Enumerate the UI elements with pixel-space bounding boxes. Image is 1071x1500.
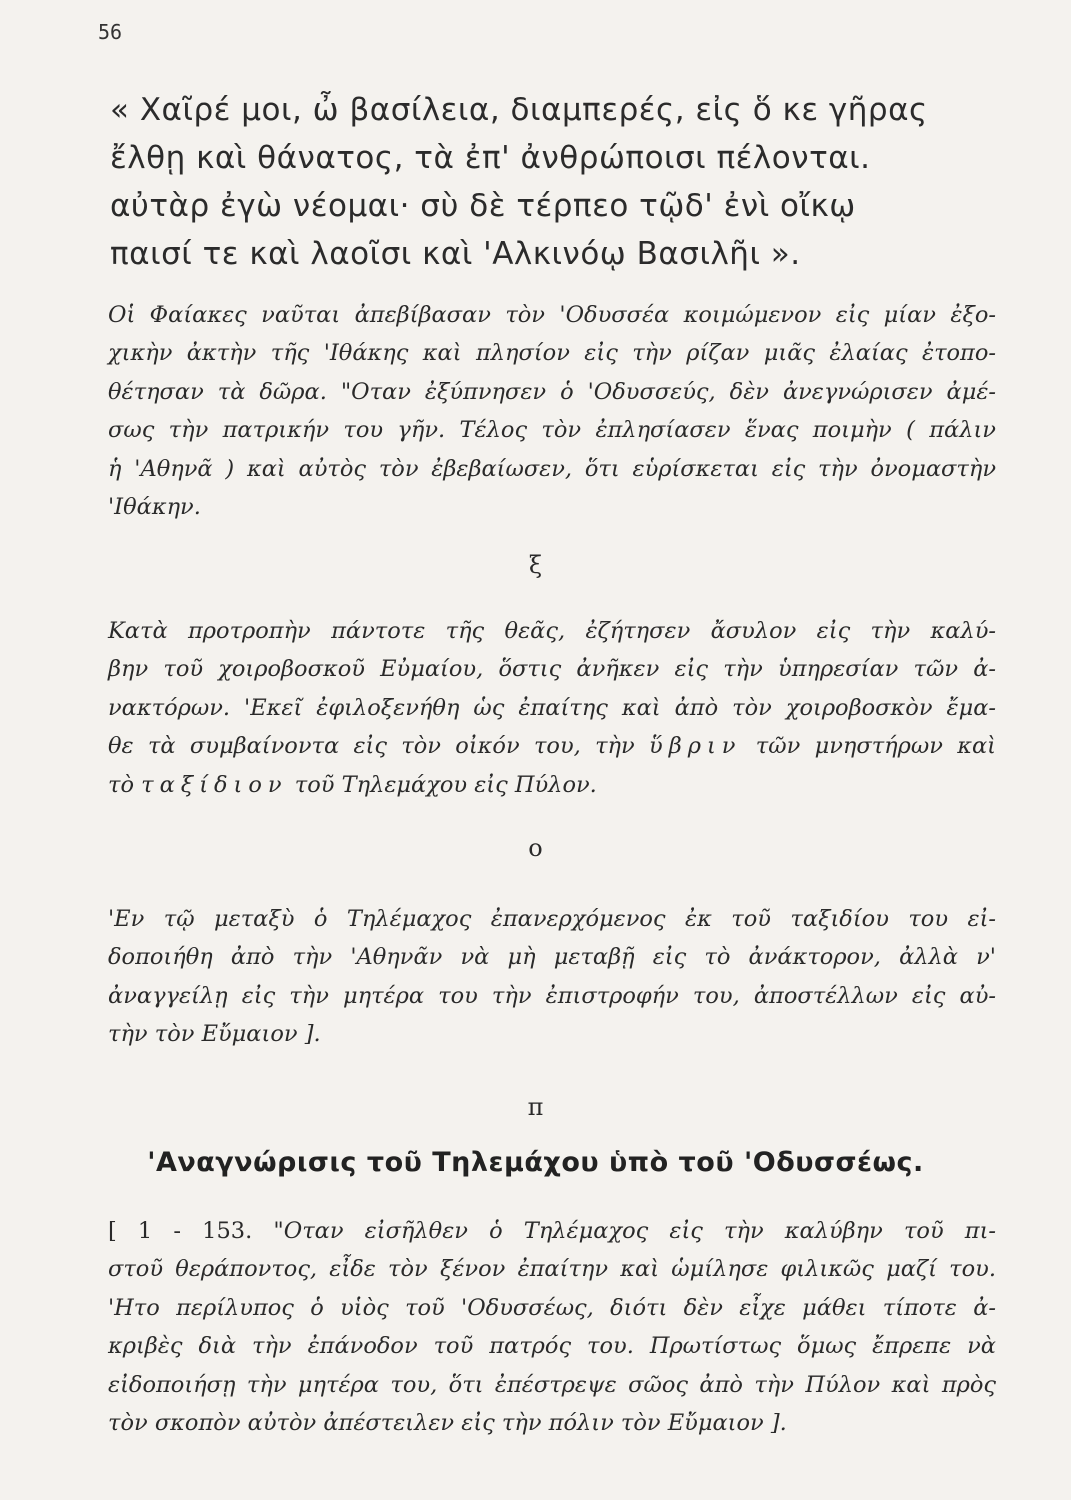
text-segment: θε τὰ συμβαίνοντα εἰς τὸν οἰκόν του, τὴν [108, 733, 635, 760]
text-line: στοῦ θεράποντος, εἶδε τὸν ξένον ἐπαίτην καὶ ὡμίλησε φιλικῶς μαζί του. [108, 1256, 996, 1283]
text-line: ἀναγγείλῃ εἰς τὴν μητέρα του τὴν ἐπιστροφήν του, ἀποστέλλων εἰς αὐ- [108, 982, 996, 1009]
verse-line: παισί τε καὶ λαοῖσι καὶ 'Αλκινόῳ Βασιλῆι ». [110, 236, 801, 272]
text-line [108, 1212, 996, 1250]
text-segment: "Οταν εἰσῆλθεν ὁ Τηλέμαχος εἰς τὴν καλύβην τοῦ πι- [273, 1218, 997, 1244]
text-line: βην τοῦ χοιροβοσκοῦ Εὐμαίου, ὅστις ἀνῆκεν εἰς τὴν ὑπηρεσίαν τῶν ἀ- [108, 656, 996, 683]
summary-paragraph-2 [108, 612, 996, 804]
text-line: σως τὴν πατρικήν του γῆν. Τέλος τὸν ἐπλησίασεν ἕνας ποιμὴν ( πάλιν [108, 417, 996, 444]
text-line: 'Εν τῷ μεταξὺ ὁ Τηλέμαχος ἐπανερχόμενος ἐκ τοῦ ταξιδίου του εἰ- [108, 906, 996, 932]
text-line: τὸν σκοπὸν αὐτὸν ἀπέστειλεν εἰς τὴν πόλιν τὸν Εὔμαιον ]. [108, 1410, 787, 1437]
text-segment: τὸ [108, 771, 134, 798]
summary-paragraph-3 [108, 900, 996, 1054]
text-line: νακτόρων. 'Εκεῖ ἐφιλοξενήθη ὡς ἐπαίτης καὶ ἀπὸ τὸν χοιροβοσκὸν ἔμα- [108, 694, 996, 721]
verse-reference: [ 1 - 153. [108, 1218, 253, 1244]
text-line: Κατὰ προτροπὴν πάντοτε τῆς θεᾶς, ἐζήτησεν ἄσυλον εἰς τὴν καλύ- [108, 618, 996, 644]
text-line: τὴν τὸν Εὔμαιον ]. [108, 1021, 321, 1048]
text-line: θέτησαν τὰ δῶρα. "Οταν ἐξύπνησεν ὁ 'Οδυσσεύς, δὲν ἀνεγνώρισεν ἀμέ- [108, 378, 996, 405]
text-line: ἡ 'Αθηνᾶ ) καὶ αὐτὸς τὸν ἐβεβαίωσεν, ὅτι εὑρίσκεται εἰς τὴν ὀνομαστὴν [108, 455, 996, 482]
summary-paragraph-1 [108, 296, 996, 526]
text-line: 'Ιθάκην. [108, 494, 201, 521]
text-line: εἰδοποιήσῃ τὴν μητέρα του, ὅτι ἐπέστρεψε σῶος ἀπὸ τὴν Πύλον καὶ πρὸς [108, 1371, 996, 1398]
text-line: δοποιήθη ἀπὸ τὴν 'Αθηνᾶν νὰ μὴ μεταβῇ εἰς τὸ ἀνάκτορον, ἀλλὰ ν' [108, 944, 996, 971]
text-line: κριβὲς διὰ τὴν ἐπάνοδον τοῦ πατρός του. Πρωτίστως ὅμως ἔπρεπε νὰ [108, 1333, 996, 1360]
chapter-heading: 'Αναγνώρισις τοῦ Τηλεμάχου ὑπὸ τοῦ 'Οδυσσέως. [147, 1147, 924, 1178]
text-line [108, 727, 996, 765]
summary-paragraph-4 [108, 1212, 996, 1442]
section-marker-omicron: ο [528, 834, 543, 862]
text-line: χικὴν ἀκτὴν τῆς 'Ιθάκης καὶ πλησίον εἰς τὴν ρίζαν μιᾶς ἐλαίας ἐτοπο- [108, 340, 996, 367]
verse-line: « Χαῖρέ μοι, ὦ βασίλεια, διαμπερές, εἰς ὅ κε γῆρας [110, 92, 928, 128]
verse-line: ἔλθῃ καὶ θάνατος, τὰ ἐπ' ἀνθρώποισι πέλονται. [110, 140, 871, 176]
text-line [108, 766, 996, 804]
section-marker-xi: ξ [528, 551, 543, 579]
text-line: Οἱ Φαίακες ναῦται ἀπεβίβασαν τὸν 'Οδυσσέα κοιμώμενον εἰς μίαν ἐξο- [108, 302, 996, 328]
spaced-word: ὕβριν [649, 733, 742, 760]
page-number: 56 [98, 20, 123, 44]
spaced-word: ταξίδιον [141, 771, 288, 798]
verse-line: αὐτὰρ ἐγὼ νέομαι· σὺ δὲ τέρπεο τῷδ' ἐνὶ οἴκῳ [110, 188, 856, 224]
text-segment: τῶν μνηστήρων καὶ [755, 733, 996, 760]
text-segment: τοῦ Τηλεμάχου εἰς Πύλον. [294, 771, 597, 798]
text-line: 'Ητο περίλυπος ὁ υἱὸς τοῦ 'Οδυσσέως, διότι δὲν εἶχε μάθει τίποτε ἀ- [108, 1294, 996, 1321]
section-marker-pi: π [527, 1093, 544, 1121]
